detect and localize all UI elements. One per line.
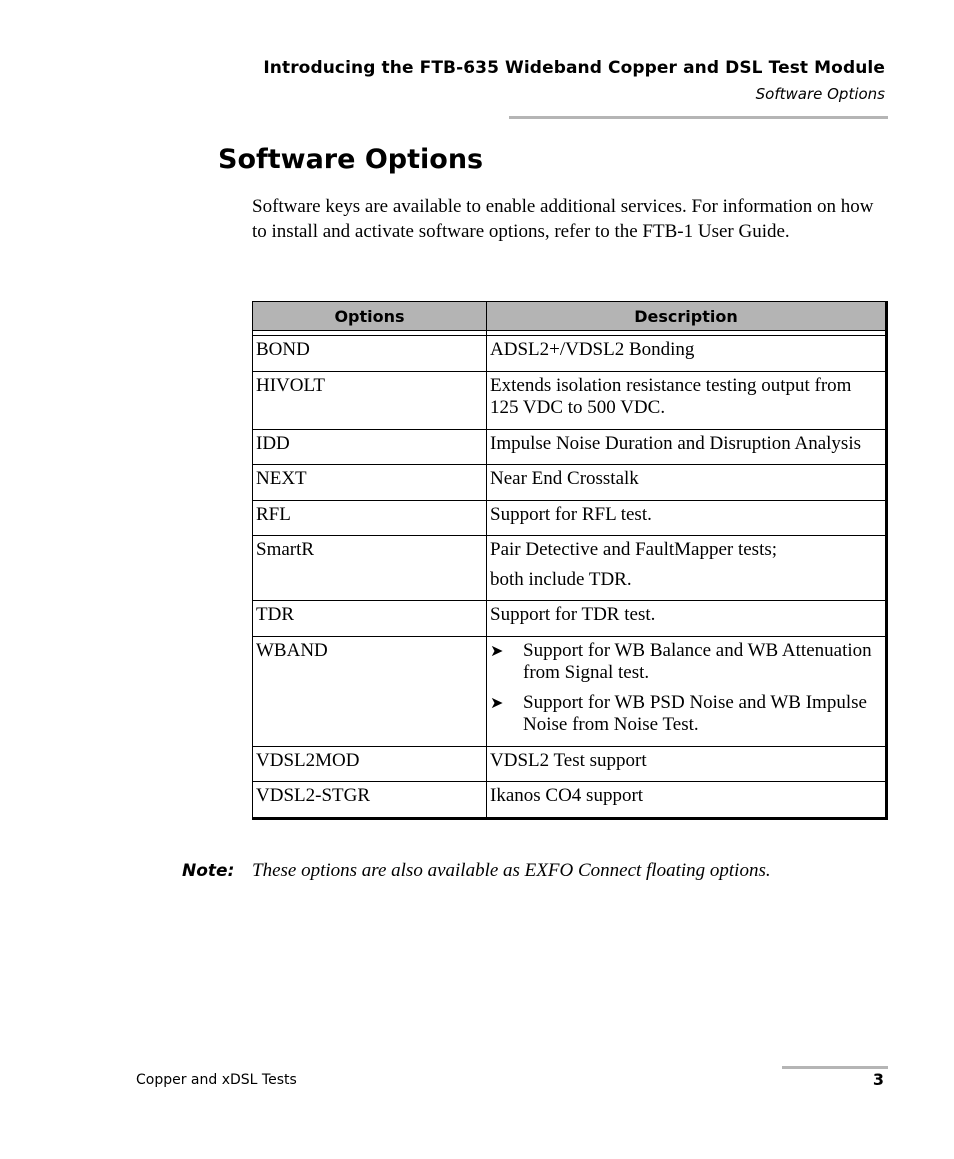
page-number: 3 [872, 1070, 884, 1089]
arrow-bullet-icon: ➤ [490, 640, 504, 660]
option-cell: HIVOLT [253, 371, 487, 429]
list-item [490, 640, 882, 685]
software-options-table [252, 301, 888, 820]
section-title: Software Options [218, 144, 484, 175]
option-cell: TDR [253, 601, 487, 637]
table-row [253, 746, 887, 782]
option-cell: VDSL2MOD [253, 746, 487, 782]
description-cell: VDSL2 Test support [487, 746, 887, 782]
option-cell: SmartR [253, 536, 487, 601]
bullet-text: Support for WB PSD Noise and WB Impulse Noise from Noise Test. [523, 691, 867, 735]
note-label: Note: [182, 861, 235, 881]
table-row [253, 500, 887, 536]
option-cell: IDD [253, 429, 487, 465]
note [182, 860, 771, 882]
footer-section-name: Copper and xDSL Tests [136, 1072, 297, 1088]
running-header [263, 58, 885, 103]
description-cell: Near End Crosstalk [487, 465, 887, 501]
table-row [253, 636, 887, 746]
column-header-description: Description [487, 302, 887, 331]
option-cell: WBAND [253, 636, 487, 746]
column-header-options: Options [253, 302, 487, 331]
option-cell: RFL [253, 500, 487, 536]
table-row [253, 336, 887, 372]
description-cell [487, 636, 887, 746]
description-line: both include TDR. [490, 568, 632, 590]
option-cell: BOND [253, 336, 487, 372]
table-row [253, 371, 887, 429]
description-cell [487, 536, 887, 601]
footer-rule [782, 1066, 888, 1069]
description-cell: Impulse Noise Duration and Disruption Analysis [487, 429, 887, 465]
header-rule [509, 116, 888, 119]
table-row [253, 536, 887, 601]
description-cell: ADSL2+/VDSL2 Bonding [487, 336, 887, 372]
table-row [253, 465, 887, 501]
intro-paragraph: Software keys are available to enable additional services. For information on how to install and activate software options, refer to the FTB-1 User Guide. [252, 196, 874, 242]
option-cell: NEXT [253, 465, 487, 501]
note-text: These options are also available as EXFO Connect floating options. [252, 860, 771, 881]
bullet-text: Support for WB Balance and WB Attenuation from Signal test. [523, 639, 872, 683]
description-cell: Extends isolation resistance testing output from 125 VDC to 500 VDC. [487, 371, 887, 429]
running-header-subtitle: Software Options [755, 85, 885, 103]
arrow-bullet-icon: ➤ [490, 692, 504, 712]
description-cell: Ikanos CO4 support [487, 782, 887, 819]
description-bullet-list [490, 640, 882, 737]
list-item [490, 692, 882, 737]
table-row [253, 601, 887, 637]
table-row [253, 429, 887, 465]
running-header-title: Introducing the FTB-635 Wideband Copper and DSL Test Module [263, 58, 885, 78]
option-cell: VDSL2-STGR [253, 782, 487, 819]
description-cell: Support for TDR test. [487, 601, 887, 637]
description-line: Pair Detective and FaultMapper tests; [490, 539, 778, 560]
table-row [253, 782, 887, 819]
description-cell: Support for RFL test. [487, 500, 887, 536]
